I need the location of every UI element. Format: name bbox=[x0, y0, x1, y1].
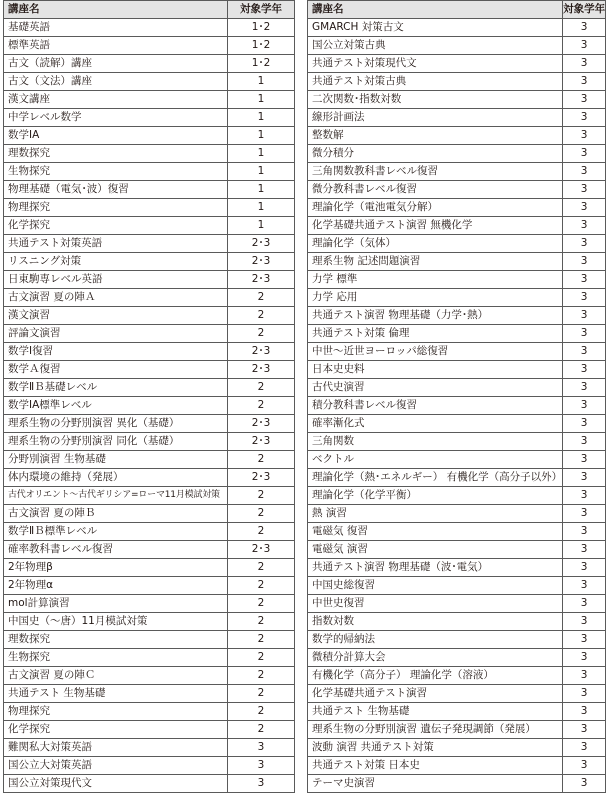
table-row bbox=[4, 703, 295, 721]
grade-cell: 3 bbox=[563, 343, 606, 361]
course-name-cell: 線形計画法 bbox=[308, 109, 563, 127]
grade-cell: 3 bbox=[563, 667, 606, 685]
grade-cell: 1 bbox=[228, 217, 295, 235]
course-name-header: 講座名 bbox=[308, 1, 563, 19]
course-name-cell: 理論化学（化学平衡） bbox=[308, 487, 563, 505]
grade-cell: 1 bbox=[228, 145, 295, 163]
grade-cell: 3 bbox=[563, 577, 606, 595]
course-table-left bbox=[3, 0, 295, 793]
course-name-cell: 古文演習 夏の陣Ａ bbox=[4, 289, 228, 307]
grade-cell: 3 bbox=[563, 127, 606, 145]
grade-cell: 2･3 bbox=[228, 361, 295, 379]
grade-cell: 3 bbox=[563, 721, 606, 739]
course-name-cell: 有機化学（高分子） 理論化学（溶液） bbox=[308, 667, 563, 685]
table-row bbox=[308, 757, 606, 775]
course-name-header: 講座名 bbox=[4, 1, 228, 19]
course-name-cell: 理論化学（電池電気分解） bbox=[308, 199, 563, 217]
table-row bbox=[308, 19, 606, 37]
table-row bbox=[308, 631, 606, 649]
course-name-cell: 三角関数教科書レベル復習 bbox=[308, 163, 563, 181]
grade-cell: 2 bbox=[228, 487, 295, 505]
course-name-cell: 中国史（～唐）11月模試対策 bbox=[4, 613, 228, 631]
table-row bbox=[308, 595, 606, 613]
grade-cell: 3 bbox=[563, 361, 606, 379]
course-name-cell: 整数解 bbox=[308, 127, 563, 145]
grade-cell: 1･2 bbox=[228, 19, 295, 37]
grade-cell: 3 bbox=[563, 163, 606, 181]
table-row bbox=[308, 343, 606, 361]
grade-cell: 3 bbox=[563, 181, 606, 199]
grade-cell: 2 bbox=[228, 703, 295, 721]
table-row bbox=[308, 325, 606, 343]
grade-cell: 3 bbox=[563, 397, 606, 415]
table-row bbox=[4, 253, 295, 271]
course-name-cell: 理論化学（熱･エネルギー） 有機化学（高分子以外） bbox=[308, 469, 563, 487]
grade-cell: 3 bbox=[563, 145, 606, 163]
grade-cell: 2･3 bbox=[228, 541, 295, 559]
course-name-cell: 生物探究 bbox=[4, 163, 228, 181]
course-name-cell: 共通テスト演習 物理基礎（力学･熱） bbox=[308, 307, 563, 325]
grade-cell: 3 bbox=[563, 289, 606, 307]
grade-cell: 1 bbox=[228, 181, 295, 199]
table-row bbox=[4, 667, 295, 685]
grade-cell: 3 bbox=[563, 775, 606, 793]
course-name-cell: 波動 演習 共通テスト対策 bbox=[308, 739, 563, 757]
course-name-cell: mol計算演習 bbox=[4, 595, 228, 613]
grade-cell: 1･2 bbox=[228, 37, 295, 55]
grade-cell: 2･3 bbox=[228, 235, 295, 253]
grade-cell: 1･2 bbox=[228, 55, 295, 73]
course-name-cell: 古文（文法）講座 bbox=[4, 73, 228, 91]
table-row bbox=[308, 739, 606, 757]
table-row bbox=[308, 523, 606, 541]
grade-cell: 3 bbox=[563, 757, 606, 775]
course-name-cell: 難関私大対策英語 bbox=[4, 739, 228, 757]
table-row bbox=[308, 505, 606, 523]
table-row bbox=[4, 721, 295, 739]
course-name-cell: 微積分計算大会 bbox=[308, 649, 563, 667]
grade-cell: 3 bbox=[563, 73, 606, 91]
table-row bbox=[308, 541, 606, 559]
grade-cell: 2 bbox=[228, 379, 295, 397]
table-row bbox=[4, 433, 295, 451]
grade-cell: 3 bbox=[563, 271, 606, 289]
table-row bbox=[308, 307, 606, 325]
course-name-cell: 化学探究 bbox=[4, 721, 228, 739]
table-row bbox=[308, 235, 606, 253]
grade-cell: 1 bbox=[228, 127, 295, 145]
course-name-cell: 標準英語 bbox=[4, 37, 228, 55]
course-name-cell: 数学Ⅰ復習 bbox=[4, 343, 228, 361]
table-row bbox=[4, 145, 295, 163]
course-name-cell: 化学探究 bbox=[4, 217, 228, 235]
table-header-row bbox=[308, 1, 606, 19]
grade-cell: 2 bbox=[228, 505, 295, 523]
grade-cell: 3 bbox=[563, 217, 606, 235]
course-name-cell: 物理探究 bbox=[4, 199, 228, 217]
grade-cell: 2 bbox=[228, 685, 295, 703]
course-name-cell: 指数対数 bbox=[308, 613, 563, 631]
course-name-cell: 熱 演習 bbox=[308, 505, 563, 523]
table-row bbox=[308, 37, 606, 55]
course-name-cell: 確率漸化式 bbox=[308, 415, 563, 433]
table-row bbox=[308, 55, 606, 73]
table-row bbox=[4, 271, 295, 289]
grade-cell: 2･3 bbox=[228, 469, 295, 487]
table-row bbox=[308, 703, 606, 721]
grade-cell: 3 bbox=[563, 541, 606, 559]
table-row bbox=[4, 55, 295, 73]
grade-cell: 2 bbox=[228, 397, 295, 415]
course-table-right bbox=[307, 0, 606, 793]
course-name-cell: 理系生物の分野別演習 遺伝子発現調節（発展） bbox=[308, 721, 563, 739]
table-row bbox=[4, 415, 295, 433]
course-name-cell: 理数探究 bbox=[4, 145, 228, 163]
table-row bbox=[308, 379, 606, 397]
course-name-cell: 理系生物の分野別演習 異化（基礎） bbox=[4, 415, 228, 433]
table-row bbox=[4, 361, 295, 379]
table-row bbox=[4, 451, 295, 469]
grade-cell: 3 bbox=[563, 595, 606, 613]
course-name-cell: 共通テスト対策現代文 bbox=[308, 55, 563, 73]
course-name-cell: 微分積分 bbox=[308, 145, 563, 163]
grade-cell: 2･3 bbox=[228, 271, 295, 289]
table-row bbox=[308, 109, 606, 127]
table-row bbox=[308, 397, 606, 415]
table-row bbox=[4, 577, 295, 595]
grade-cell: 2 bbox=[228, 325, 295, 343]
grade-cell: 2･3 bbox=[228, 415, 295, 433]
table-row bbox=[308, 775, 606, 793]
course-name-cell: 国公立対策古典 bbox=[308, 37, 563, 55]
course-name-cell: 電磁気 演習 bbox=[308, 541, 563, 559]
table-row bbox=[4, 181, 295, 199]
grade-cell: 3 bbox=[563, 199, 606, 217]
table-row bbox=[4, 631, 295, 649]
course-name-cell: 共通テスト 生物基礎 bbox=[4, 685, 228, 703]
table-row bbox=[4, 757, 295, 775]
table-row bbox=[4, 235, 295, 253]
table-row bbox=[308, 721, 606, 739]
course-name-cell: 共通テスト 生物基礎 bbox=[308, 703, 563, 721]
course-name-cell: 数学ⅠA標準レベル bbox=[4, 397, 228, 415]
table-row bbox=[4, 649, 295, 667]
grade-cell: 3 bbox=[563, 451, 606, 469]
course-table-left-body bbox=[4, 19, 295, 793]
grade-cell: 2 bbox=[228, 649, 295, 667]
grade-cell: 3 bbox=[563, 91, 606, 109]
table-row bbox=[308, 217, 606, 235]
grade-cell: 3 bbox=[563, 433, 606, 451]
course-name-cell: 共通テスト演習 物理基礎（波･電気） bbox=[308, 559, 563, 577]
course-name-cell: 化学基礎共通テスト演習 bbox=[308, 685, 563, 703]
course-name-cell: 力学 応用 bbox=[308, 289, 563, 307]
table-row bbox=[308, 199, 606, 217]
grade-cell: 3 bbox=[563, 649, 606, 667]
table-row bbox=[4, 289, 295, 307]
course-name-cell: 評論文演習 bbox=[4, 325, 228, 343]
course-name-cell: 中世～近世ヨーロッパ総復習 bbox=[308, 343, 563, 361]
course-name-cell: 中国史総復習 bbox=[308, 577, 563, 595]
grade-cell: 3 bbox=[563, 469, 606, 487]
table-row bbox=[308, 451, 606, 469]
table-row bbox=[308, 181, 606, 199]
course-name-cell: 共通テスト対策英語 bbox=[4, 235, 228, 253]
grade-cell: 2 bbox=[228, 667, 295, 685]
course-name-cell: 古文演習 夏の陣Ｃ bbox=[4, 667, 228, 685]
course-name-cell: 物理基礎（電気･波）復習 bbox=[4, 181, 228, 199]
table-row bbox=[308, 487, 606, 505]
table-row bbox=[308, 667, 606, 685]
course-name-cell: 古代オリエント～古代ギリシア=ローマ11月模試対策 bbox=[4, 487, 228, 505]
table-row bbox=[4, 307, 295, 325]
table-row bbox=[308, 649, 606, 667]
grade-cell: 1 bbox=[228, 73, 295, 91]
table-row bbox=[308, 163, 606, 181]
table-row bbox=[308, 685, 606, 703]
grade-cell: 3 bbox=[563, 55, 606, 73]
table-header-row bbox=[4, 1, 295, 19]
table-row bbox=[308, 469, 606, 487]
course-name-cell: 理系生物の分野別演習 同化（基礎） bbox=[4, 433, 228, 451]
course-name-cell: 理論化学（気体） bbox=[308, 235, 563, 253]
course-name-cell: 共通テスト対策古典 bbox=[308, 73, 563, 91]
table-row bbox=[4, 541, 295, 559]
table-row bbox=[4, 613, 295, 631]
grade-cell: 2･3 bbox=[228, 343, 295, 361]
course-name-cell: 力学 標準 bbox=[308, 271, 563, 289]
course-table-right-body bbox=[308, 19, 606, 793]
course-name-cell: 漢文演習 bbox=[4, 307, 228, 325]
course-name-cell: 確率教科書レベル復習 bbox=[4, 541, 228, 559]
course-name-cell: 数学ⅠA bbox=[4, 127, 228, 145]
grade-cell: 2 bbox=[228, 559, 295, 577]
grade-cell: 3 bbox=[563, 631, 606, 649]
course-name-cell: テーマ史演習 bbox=[308, 775, 563, 793]
table-row bbox=[4, 397, 295, 415]
table-row bbox=[308, 127, 606, 145]
table-row bbox=[4, 109, 295, 127]
table-row bbox=[308, 73, 606, 91]
grade-header: 対象学年 bbox=[228, 1, 295, 19]
course-name-cell: 基礎英語 bbox=[4, 19, 228, 37]
course-name-cell: 国公立大対策英語 bbox=[4, 757, 228, 775]
table-row bbox=[308, 91, 606, 109]
grade-cell: 3 bbox=[563, 307, 606, 325]
table-row bbox=[4, 559, 295, 577]
course-name-cell: 古文（読解）講座 bbox=[4, 55, 228, 73]
table-row bbox=[4, 325, 295, 343]
grade-cell: 2 bbox=[228, 307, 295, 325]
grade-cell: 3 bbox=[563, 37, 606, 55]
table-row bbox=[4, 739, 295, 757]
table-row bbox=[4, 343, 295, 361]
course-name-cell: 数学Ａ復習 bbox=[4, 361, 228, 379]
course-name-cell: 古文演習 夏の陣Ｂ bbox=[4, 505, 228, 523]
table-row bbox=[308, 613, 606, 631]
table-row bbox=[4, 73, 295, 91]
grade-cell: 3 bbox=[563, 415, 606, 433]
course-name-cell: 日東駒専レベル英語 bbox=[4, 271, 228, 289]
course-name-cell: ベクトル bbox=[308, 451, 563, 469]
course-name-cell: リスニング対策 bbox=[4, 253, 228, 271]
course-name-cell: 2年物理α bbox=[4, 577, 228, 595]
course-name-cell: 物理探究 bbox=[4, 703, 228, 721]
table-row bbox=[4, 379, 295, 397]
grade-cell: 2 bbox=[228, 523, 295, 541]
course-name-cell: 積分教科書レベル復習 bbox=[308, 397, 563, 415]
grade-cell: 3 bbox=[563, 559, 606, 577]
table-row bbox=[308, 577, 606, 595]
grade-cell: 3 bbox=[563, 505, 606, 523]
course-name-cell: 体内環境の維持（発展） bbox=[4, 469, 228, 487]
table-row bbox=[308, 289, 606, 307]
grade-cell: 3 bbox=[563, 739, 606, 757]
grade-cell: 3 bbox=[563, 523, 606, 541]
grade-cell: 2･3 bbox=[228, 253, 295, 271]
grade-cell: 2 bbox=[228, 613, 295, 631]
table-row bbox=[4, 685, 295, 703]
grade-cell: 3 bbox=[228, 739, 295, 757]
course-name-cell: 共通テスト対策 日本史 bbox=[308, 757, 563, 775]
grade-cell: 3 bbox=[563, 685, 606, 703]
course-name-cell: 微分教科書レベル復習 bbox=[308, 181, 563, 199]
course-name-cell: 三角関数 bbox=[308, 433, 563, 451]
grade-cell: 3 bbox=[563, 487, 606, 505]
table-row bbox=[4, 163, 295, 181]
course-name-cell: 中世史復習 bbox=[308, 595, 563, 613]
grade-cell: 3 bbox=[563, 109, 606, 127]
course-name-cell: 二次関数･指数対数 bbox=[308, 91, 563, 109]
table-row bbox=[4, 595, 295, 613]
course-name-cell: 漢文講座 bbox=[4, 91, 228, 109]
grade-cell: 2 bbox=[228, 577, 295, 595]
table-row bbox=[308, 145, 606, 163]
table-row bbox=[4, 505, 295, 523]
course-name-cell: 理系生物 記述問題演習 bbox=[308, 253, 563, 271]
grade-header: 対象学年 bbox=[563, 1, 606, 19]
table-row bbox=[4, 487, 295, 505]
course-name-cell: 日本史史料 bbox=[308, 361, 563, 379]
grade-cell: 2 bbox=[228, 595, 295, 613]
course-name-cell: 理数探究 bbox=[4, 631, 228, 649]
grade-cell: 1 bbox=[228, 91, 295, 109]
grade-cell: 3 bbox=[563, 703, 606, 721]
grade-cell: 3 bbox=[228, 775, 295, 793]
course-name-cell: 共通テスト対策 倫理 bbox=[308, 325, 563, 343]
grade-cell: 2 bbox=[228, 289, 295, 307]
table-row bbox=[4, 775, 295, 793]
grade-cell: 1 bbox=[228, 199, 295, 217]
grade-cell: 3 bbox=[228, 757, 295, 775]
table-row bbox=[4, 199, 295, 217]
course-name-cell: 生物探究 bbox=[4, 649, 228, 667]
grade-cell: 3 bbox=[563, 253, 606, 271]
table-row bbox=[4, 37, 295, 55]
table-row bbox=[308, 271, 606, 289]
grade-cell: 2 bbox=[228, 631, 295, 649]
course-name-cell: 電磁気 復習 bbox=[308, 523, 563, 541]
table-row bbox=[4, 523, 295, 541]
grade-cell: 1 bbox=[228, 163, 295, 181]
course-name-cell: 2年物理β bbox=[4, 559, 228, 577]
course-name-cell: 数学ⅡＢ標準レベル bbox=[4, 523, 228, 541]
table-row bbox=[4, 19, 295, 37]
grade-cell: 3 bbox=[563, 19, 606, 37]
course-name-cell: 数学ⅡＢ基礎レベル bbox=[4, 379, 228, 397]
course-name-cell: GMARCH 対策古文 bbox=[308, 19, 563, 37]
table-row bbox=[308, 415, 606, 433]
grade-cell: 2 bbox=[228, 721, 295, 739]
table-row bbox=[4, 469, 295, 487]
course-name-cell: 国公立対策現代文 bbox=[4, 775, 228, 793]
course-name-cell: 数学的帰納法 bbox=[308, 631, 563, 649]
grade-cell: 2･3 bbox=[228, 433, 295, 451]
grade-cell: 2 bbox=[228, 451, 295, 469]
course-name-cell: 古代史演習 bbox=[308, 379, 563, 397]
table-row bbox=[308, 253, 606, 271]
table-row bbox=[308, 361, 606, 379]
table-row bbox=[4, 91, 295, 109]
grade-cell: 1 bbox=[228, 109, 295, 127]
course-name-cell: 化学基礎共通テスト演習 無機化学 bbox=[308, 217, 563, 235]
table-row bbox=[4, 217, 295, 235]
table-row bbox=[308, 433, 606, 451]
grade-cell: 3 bbox=[563, 235, 606, 253]
table-row bbox=[308, 559, 606, 577]
grade-cell: 3 bbox=[563, 613, 606, 631]
grade-cell: 3 bbox=[563, 379, 606, 397]
table-row bbox=[4, 127, 295, 145]
grade-cell: 3 bbox=[563, 325, 606, 343]
course-name-cell: 中学レベル数学 bbox=[4, 109, 228, 127]
course-name-cell: 分野別演習 生物基礎 bbox=[4, 451, 228, 469]
